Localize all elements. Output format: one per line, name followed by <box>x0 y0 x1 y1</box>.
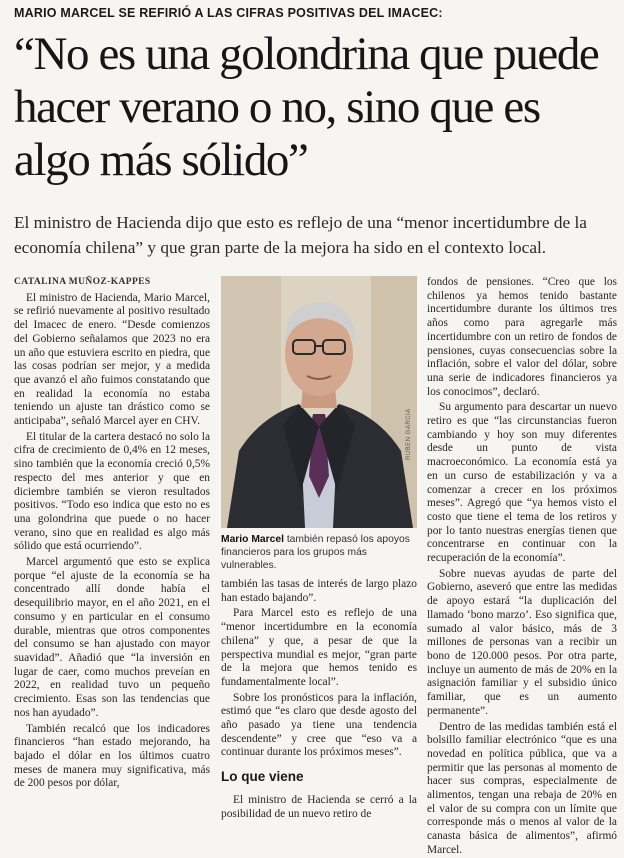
paragraph: Sobre nuevas ayudas de parte del Gobierno, aseveró que entre las medidas de apoyo estará “la duplicación del llamado ‘bono marzo’. Eso significa que, sumado al valor básico, más de 3 millones de personas van a recibir un bono de 120.000 pesos. Por otra parte, incluye un aumento de más de 20% en la asignación familiar y el subsidio único familiar, que es un aumento permanente”. <box>427 567 617 717</box>
paragraph: Su argumento para descartar un nuevo retiro es que “las circunstancias fueron cambiando y hoy son muy diferentes desde un punto de vista macroeconómico. La economía está ya en un curso de estabilización y va a comenzar a crecer en los próximos meses”. Agregó que “ya hemos visto el costo que tiene el tema de los retiros y por lo tanto nuestras energías tienen que concentrarse en continuar con la recuperación de la economía”. <box>427 401 617 565</box>
caption-name: Mario Marcel <box>221 534 284 545</box>
paragraph: También recalcó que los indicadores financieros “han estado mejorando, ha bajado el dólar en los últimos cuatro meses de manera muy significativa, más de 200 pesos por dólar, <box>14 722 210 790</box>
paragraph: Dentro de las medidas también está el bolsillo familiar electrónico “que es una novedad en política pública, que va a permitir que las personas al momento de hacer sus compras, especialmente de alimentos, tengan una rebaja de 20% en el valor de su compra con un límite que corresponde más o menos al valor de la canasta básica de alimentos”, afirmó Marcel. <box>427 720 617 856</box>
photo-credit: RUBEN GARCIA <box>406 408 412 460</box>
column-2 <box>221 578 417 821</box>
portrait-illustration <box>221 276 417 528</box>
paragraph: El titular de la cartera destacó no solo la cifra de crecimiento de 0,4% en 12 meses, sino también que la economía creció 0,5% respecto del mes anterior y que en diciembre también se vieron resultados positivos. “Todo eso indica que esto no es una golondrina que puede o no hacer verano, sino que en realidad es algo más sólido que está ocurriendo”. <box>14 430 210 553</box>
deck: El ministro de Hacienda dijo que esto es reflejo de una “menor incertidumbre de la economía chilena” y que gran parte de la mejora ha sido en el contexto local. <box>14 213 587 257</box>
photo-caption <box>221 533 417 572</box>
caption-text: también repasó los apoyos financieros para los grupos más vulnerables. <box>221 534 410 571</box>
column-1 <box>14 276 210 791</box>
column-3 <box>427 276 617 858</box>
paragraph: Para Marcel esto es reflejo de una “menor incertidumbre en la economía chilena” y que, a pesar de que la perspectiva mundial es mejor, “gran parte de la mejora que hemos tenido es fundamentalmente local”. <box>221 607 417 688</box>
paragraph: Sobre los pronósticos para la inflación, estimó que “es claro que desde agosto del año pasado ya tiene una tendencia descendente” y cree que “eso va a continuar durante los próximos meses”. <box>221 691 417 759</box>
paragraph: El ministro de Hacienda, Mario Marcel, se refirió nuevamente al positivo resultado del Imacec de enero. “Desde comienzos del Gobierno señalamos que 2023 no era un año que estuviera escrito en piedra, que las cosas podrían ser mejor, y a medida que avanzó el año fuimos constatando que en realidad la economía no estaba teniendo un ajuste tan drástico como se anticipaba”, señaló Marcel ayer en CHV. <box>14 291 210 428</box>
headline: “No es una golondrina que puede hacer verano o no, sino que es algo más sólido” <box>14 28 599 186</box>
paragraph: fondos de pensiones. “Creo que los chilenos ya hemos tenido bastante incertidumbre durante los últimos tres años como para agregarle más incertidumbre con un retiro de fondos de pensiones, cuyas consecuencias sobre la inflación, sobre el valor del dólar, sobre una serie de indicadores financieros ya los conocimos”, declaró. <box>427 276 617 398</box>
subhead: Lo que viene <box>221 769 304 785</box>
paragraph: también las tasas de interés de largo plazo han estado bajando”. <box>221 578 417 604</box>
kicker: MARIO MARCEL SE REFIRIÓ A LAS CIFRAS POSITIVAS DEL IMACEC: <box>14 6 443 20</box>
paragraph: Marcel argumentó que esto se explica porque “el ajuste de la economía se ha concentrado allí donde había el desequilibrio mayor, en el año 2021, en el consumo y en particular en el consumo durable, mientras que otros componentes del consumo se han ajustado con mayor suavidad”. Añadió que “la inversión en lugar de caer, como muchos preveían en 2022, en realidad tuvo un pequeño crecimiento. Esas son las tendencias que nos han ayudado”. <box>14 556 210 719</box>
portrait-photo <box>221 276 417 528</box>
byline: CATALINA MUÑOZ-KAPPES <box>14 277 151 287</box>
paragraph: El ministro de Hacienda se cerró a la posibilidad de un nuevo retiro de <box>221 793 417 820</box>
